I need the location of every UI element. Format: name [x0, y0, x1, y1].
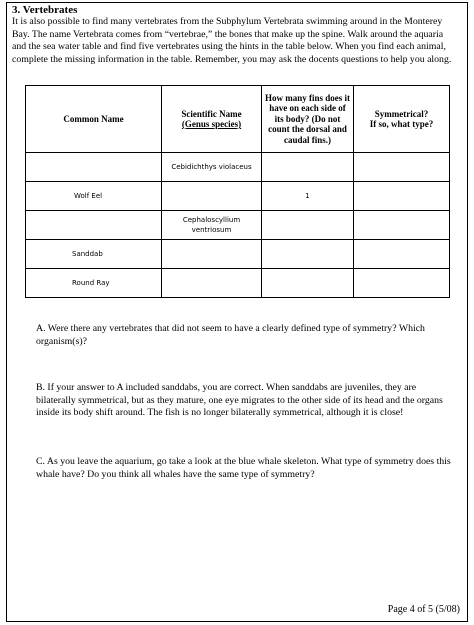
scientific-name-cell[interactable] [162, 240, 262, 269]
section-heading: 3. Vertebrates [12, 4, 78, 16]
header-symmetry [354, 86, 450, 153]
fins-cell[interactable] [262, 211, 354, 240]
header-symmetry-line1: Symmetrical? [374, 108, 429, 119]
header-common-name: Common Name [26, 86, 162, 153]
fins-cell[interactable] [262, 240, 354, 269]
common-name-cell[interactable] [26, 211, 162, 240]
question-c: C. As you leave the aquarium, go take a look at the blue whale skeleton. What type of symmetry does this whale have? Do you think all whales have the same type of symmetry? [36, 456, 451, 480]
header-scientific-name [162, 86, 262, 153]
common-name-cell[interactable]: Wolf Eel [26, 182, 162, 211]
symmetry-cell[interactable] [354, 269, 450, 298]
scientific-name-cell[interactable] [162, 182, 262, 211]
header-fins: How many fins does it have on each side of its body? (Do not count the dorsal and caudal fins.) [262, 86, 354, 153]
section-intro: It is also possible to find many vertebrates from the Subphylum Vertebrata swimming around in the Monterey Bay. The name Vertebrata comes from “vertebrae,” the bones that make up the spine. Walk around the aquaria and the sea water table and find five vertebrates using the hints in the table below. When you find each animal, complete the missing information in the table. Remember, you may ask the docents questions to help you along. [12, 16, 452, 65]
symmetry-cell[interactable] [354, 211, 450, 240]
symmetry-cell[interactable] [354, 240, 450, 269]
scientific-name-cell[interactable] [162, 269, 262, 298]
table-header-row [26, 86, 450, 153]
question-a: A. Were there any vertebrates that did not seem to have a clearly defined type of symmetry? Which organism(s)? [36, 323, 425, 347]
header-scientific-name-line1: Scientific Name [181, 108, 242, 119]
common-name-cell[interactable]: Sanddab [26, 240, 162, 269]
table-row [26, 269, 450, 298]
vertebrate-table [25, 85, 450, 298]
fins-cell[interactable]: 1 [262, 182, 354, 211]
header-symmetry-line2: If so, what type? [369, 119, 434, 129]
table-row [26, 153, 450, 182]
symmetry-cell[interactable] [354, 153, 450, 182]
header-scientific-name-line2: (Genus species) [181, 119, 242, 129]
table-row [26, 211, 450, 240]
scientific-name-cell[interactable]: Cebidichthys violaceus [162, 153, 262, 182]
page-footer: Page 4 of 5 (5/08) [387, 604, 460, 615]
common-name-cell[interactable] [26, 153, 162, 182]
table-row [26, 182, 450, 211]
symmetry-cell[interactable] [354, 182, 450, 211]
table-row [26, 240, 450, 269]
scientific-name-cell[interactable]: Cephaloscyllium ventriosum [162, 211, 262, 240]
question-b: B. If your answer to A included sanddabs, you are correct. When sanddabs are juveniles, they are bilaterally symmetrical, but as they mature, one eye migrates to the other side of its head and the organs inside its body shift around. The fish is no longer bilaterally symmetrical, although it is close! [36, 382, 443, 418]
common-name-cell[interactable]: Round Ray [26, 269, 162, 298]
fins-cell[interactable] [262, 269, 354, 298]
fins-cell[interactable] [262, 153, 354, 182]
